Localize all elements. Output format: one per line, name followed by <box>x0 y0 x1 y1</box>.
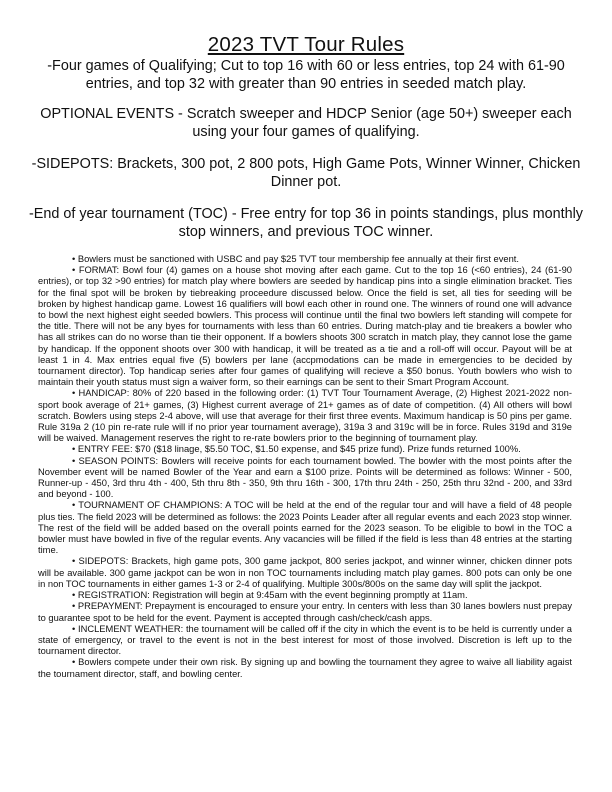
rule-season-points: • SEASON POINTS: Bowlers will receive points for each tournament bowled. The bowler with the most points after the November event will be named Bowler of the Year and earn a $100 prize. Points will be determined as follows: Winner - 500, Runner-up - 450, 3rd thru 4th - 400, 5th thru 8th - 350, 9th thru 16th - 300, 17th thru 24th - 250, 25th thru 32nd - 200, and 33rd and beyond - 100. <box>38 455 572 500</box>
rule-handicap: • HANDICAP: 80% of 220 based in the following order: (1) TVT Tour Tournament Average, (2) Highest 2021-2022 non-sport book average of 21+ games, (3) Highest current average of 21+ games as of date of competition. (4) All others will bowl scratch. Bowlers using steps 2-4 above, will use that average for their first three events. Maximum handicap is 50 pins per game. Rule 319a 2 (10 pin re-rate rule will if no prior year tournament average), 319a 3 and 319c will be in force. Rules 319d and 319e will be waived. Management reserves the right to re-rate bowlers prior to the beginning of tournament play. <box>38 388 572 444</box>
summary-toc: -End of year tournament (TOC) - Free entry for top 36 in points standings, plus monthly stop winners, and previous TOC winner. <box>28 206 584 240</box>
rule-inclement-weather: • INCLEMENT WEATHER: the tournament will be called off if the city in which the event is to be held is currently under a state of emergency, or travel to the event is not in the best interest for most of those involved. Discretion is left up to the tournament director. <box>38 623 572 657</box>
summary-sidepots: -SIDEPOTS: Brackets, 300 pot, 2 800 pots, High Game Pots, Winner Winner, Chicken Dinner pot. <box>31 156 581 190</box>
page-title: 2023 TVT Tour Rules <box>207 33 405 56</box>
summary-optional-events: OPTIONAL EVENTS - Scratch sweeper and HDCP Senior (age 50+) sweeper each using your four games of qualifying. <box>40 106 572 140</box>
rules-body <box>38 254 572 680</box>
rule-entry-fee: • ENTRY FEE: $70 ($18 linage, $5.50 TOC, $1.50 expense, and $45 prize fund). Prize funds returned 100%. <box>72 444 521 455</box>
rule-registration: • REGISTRATION: Registration will begin at 9:45am with the event beginning promptly at 11am. <box>72 590 468 601</box>
summary-qualifying: -Four games of Qualifying; Cut to top 16 with 60 or less entries, top 24 with 61-90 entries, and top 32 with greater than 90 entries in seeded match play. <box>47 58 565 92</box>
rule-format: • FORMAT: Bowl four (4) games on a house shot moving after each game. Cut to the top 16 (<60 entries), 24 (61-90 entries), or top 32 >90 entries) for match play where bowlers are seeded by handicap pins into a single elimination bracket. Ties for the final spot will be broken by tiebreaking proceedure discussed below. Once the field is set, all ties for seeding will be broken by highest handicap game. Lowest 16 qualifiers will bowl each other in round one. The winners of round one will advance to bowl the next highest eight seeded bowlers. This process will continue until the final two bowlers left standing will compete for the title. There will not be any byes for tournaments with less than 60 entries. During match-play and tie breakers a bowler who has all strikes can do no worse than tie their opponent. If a bowlers shoots 300 scratch in match play, they cannot lose the game by handicap. If the opponent shoots over 300 with handicap, it will be treated as a tie and a roll-off will occur. Payout will be at least 1 in 4. Max entries equal five (5) bowlers per lane (accpmodations can be made in emergencies to be decided by tournament director). Top handicap series after four games of qualifying will recieve a $50 bonus. Youth bowlers who wish to maintain their youth status must sign a waiver form, so their earnings can be sent to their Smart Program Account. <box>38 265 572 388</box>
rule-tournament-of-champions: • TOURNAMENT OF CHAMPIONS: A TOC will be held at the end of the regular tour and will have a field of 48 people plus ties. The field 2023 will be determined as follows: the 2023 Points Leader after all regular events and each 2023 stop winner. The rest of the field will be added based on the overall points earned for the 2023 season. To be eligible to bowl in the TOC a bowler must have bowled in five of the regular events. Any vacancies will be filled if the field is less than 48 entries at the starting time. <box>38 500 572 556</box>
rule-sidepots: • SIDEPOTS: Brackets, high game pots, 300 game jackpot, 800 series jackpot, and winner winner, chicken dinner pots will be available. 300 game jackpot can be won in non TOC tournaments including match play games. 800 pots can only be one in non TOC tournaments in either games 1-3 or 2-4 of qualifying. Multiple 300s/800s on the same day will split the jackpot. <box>38 556 572 589</box>
rule-prepayment: • PREPAYMENT: Prepayment is encouraged to ensure your entry. In centers with less than 30 lanes bowlers nust prepay to guarantee spot to be held for the event. Payment is accepted through cash/check/cash apps. <box>38 601 572 623</box>
rule-liability: • Bowlers compete under their own risk. By signing up and bowling the tournament they agree to waive all liability agaist the tournament director, staff, and bowling center. <box>38 657 572 679</box>
rule-sanction: • Bowlers must be sanctioned with USBC and pay $25 TVT tour membership fee annually at their first event. <box>72 254 519 264</box>
